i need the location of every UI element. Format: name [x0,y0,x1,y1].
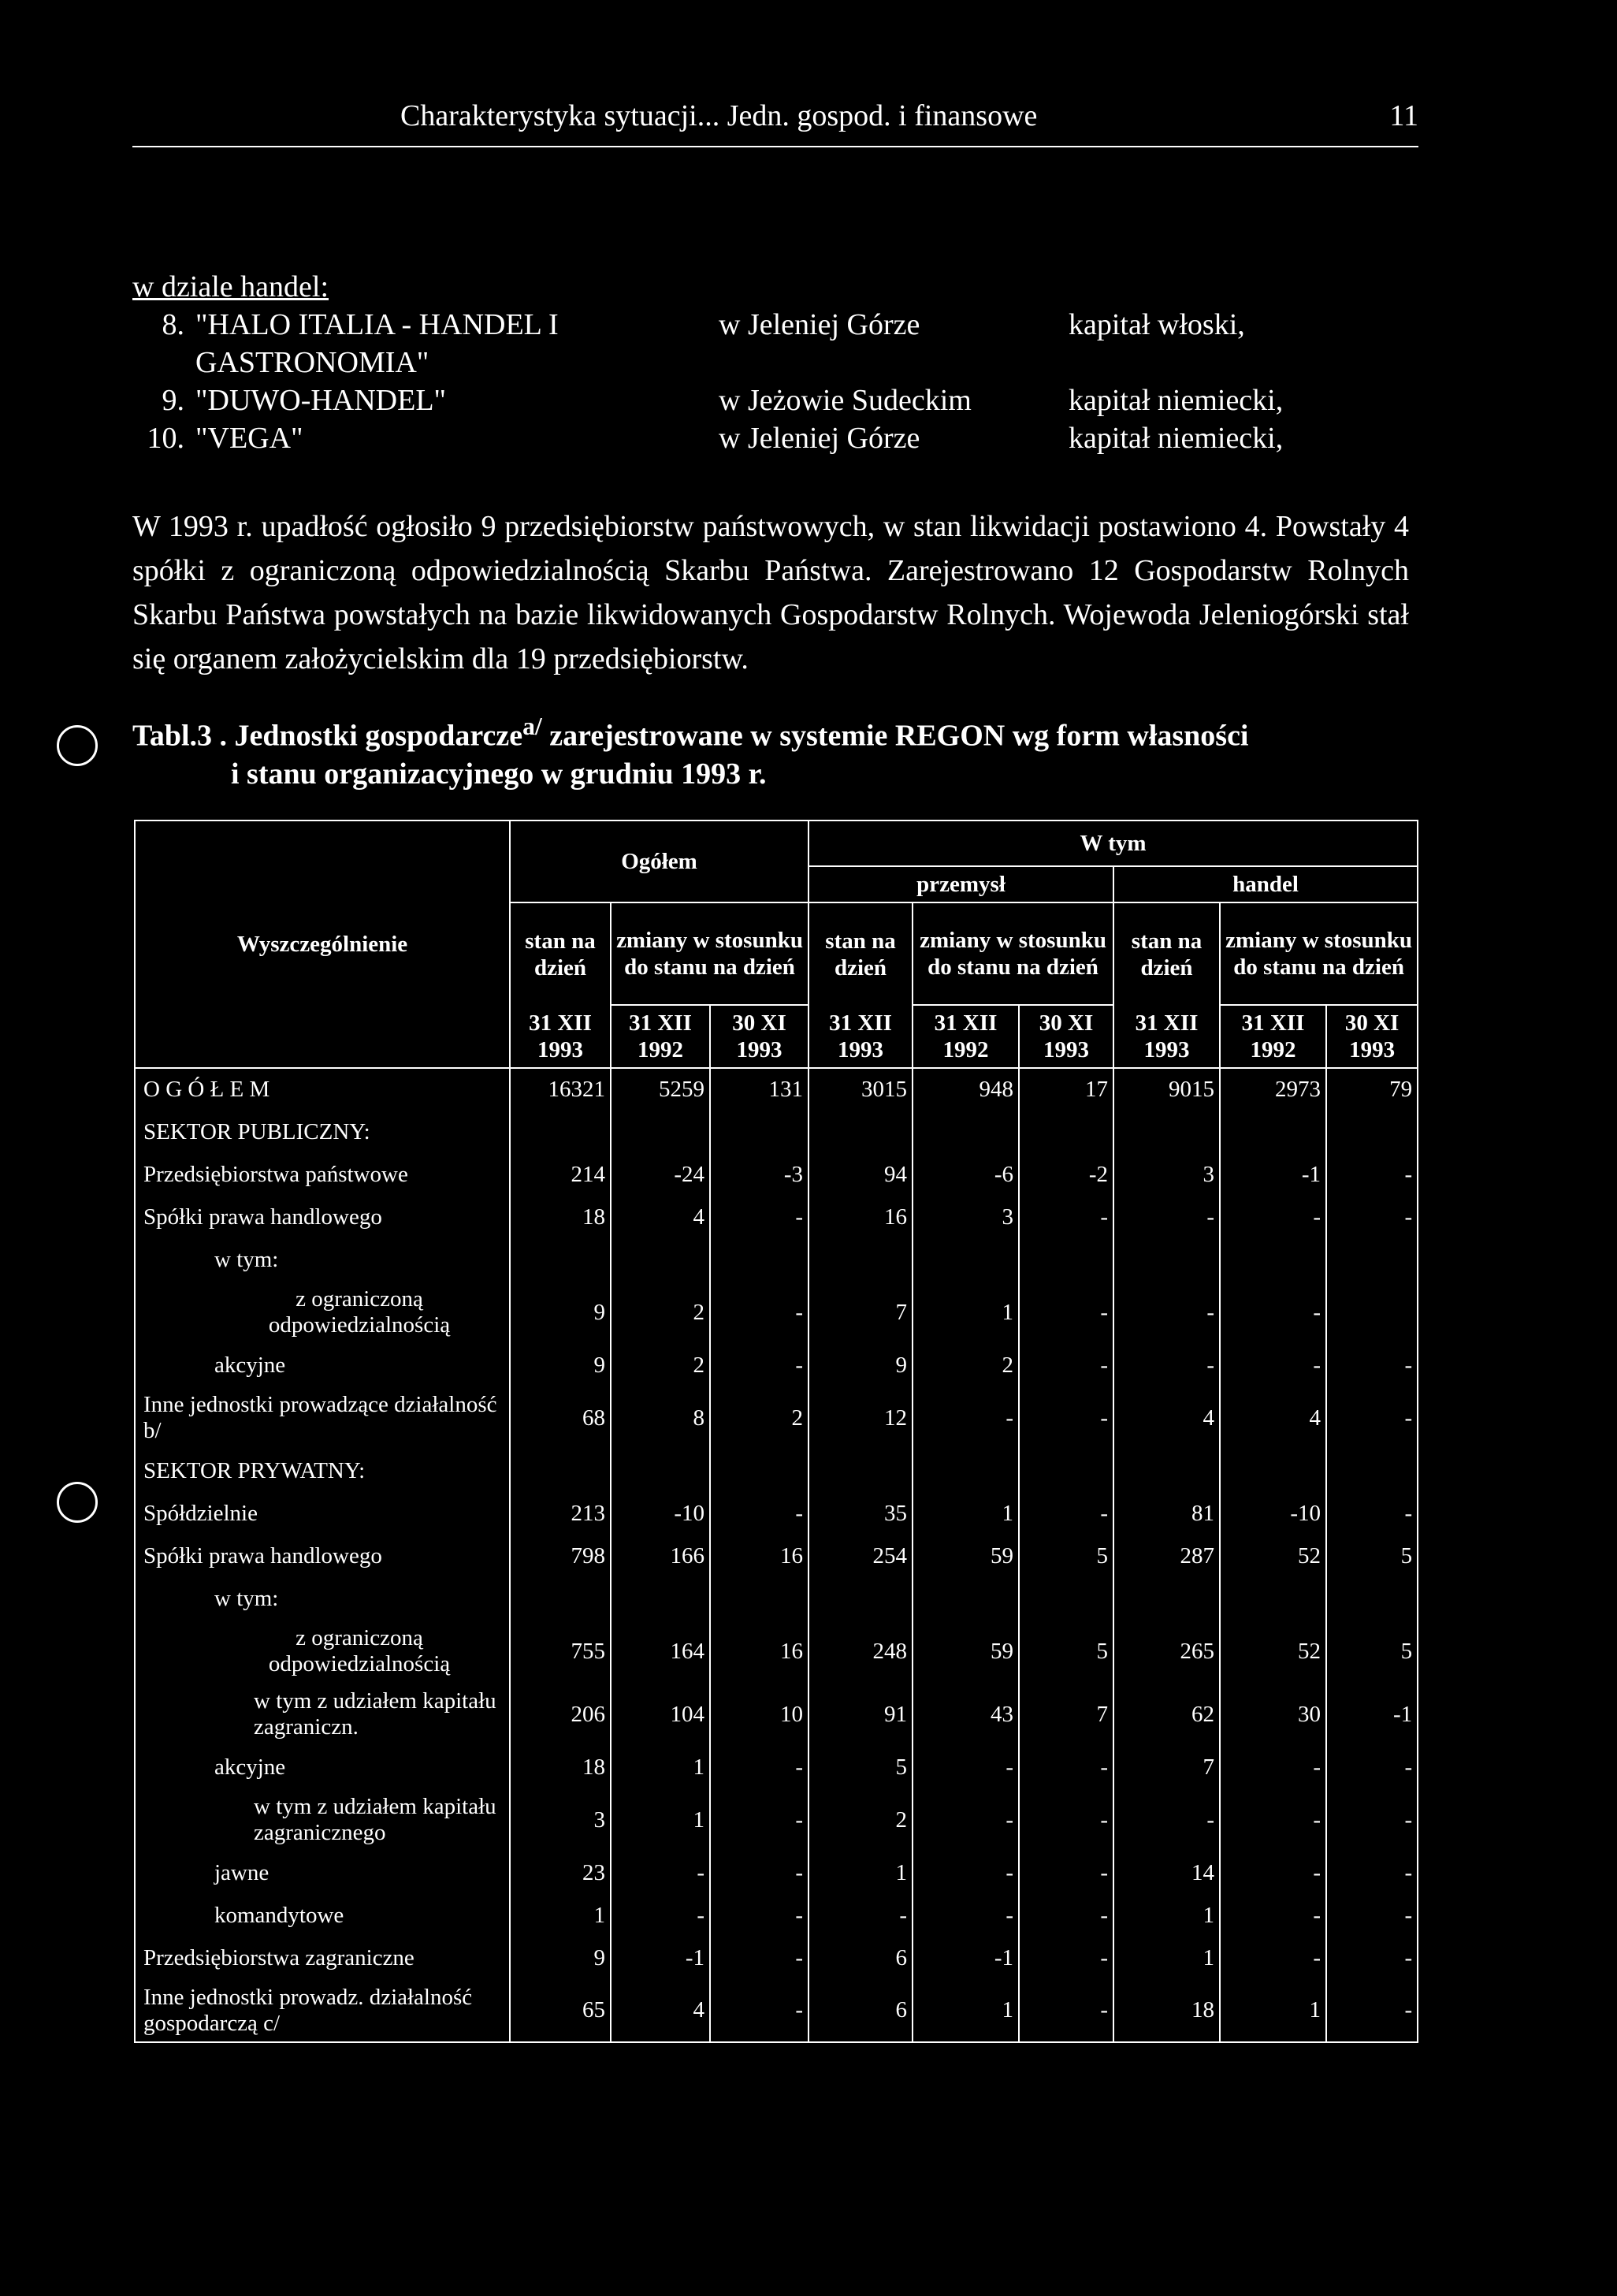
col-header-date: 31 XII 1992 [611,1005,710,1068]
table-cell [710,1238,808,1281]
table-cell: 6 [808,1937,913,1979]
table-cell: 9015 [1113,1068,1220,1111]
table-cell: 91 [808,1683,913,1746]
table-cell [611,1449,710,1492]
table-cell [1326,1449,1418,1492]
table-cell: - [1326,1386,1418,1449]
table-row [135,1746,1418,1788]
row-label: Przedsiębiorstwa zagraniczne [135,1937,510,1979]
table-cell [1019,1449,1113,1492]
table-row [135,1344,1418,1386]
table-cell: - [1326,1894,1418,1937]
table-cell [913,1449,1019,1492]
table-cell: - [808,1894,913,1937]
table-cell: - [1220,1851,1326,1894]
table-cell [913,1577,1019,1620]
table-cell: - [1326,1979,1418,2042]
firm-row [132,419,1409,457]
table-cell: - [710,1851,808,1894]
table-cell: 2 [611,1281,710,1344]
table-cell: - [1019,1281,1113,1344]
table-cell [808,1238,913,1281]
firm-location: w Jeżowie Sudeckim [719,384,972,417]
table-cell [913,1111,1019,1153]
table-cell: - [1019,1937,1113,1979]
table-cell: - [1019,1894,1113,1937]
table-cell: 9 [510,1281,611,1344]
table-cell: - [1220,1788,1326,1851]
table-cell: 1 [913,1281,1019,1344]
table-cell: -6 [913,1153,1019,1196]
table-cell: - [1019,1344,1113,1386]
table-cell: -1 [611,1937,710,1979]
table-cell [510,1111,611,1153]
table-row [135,1788,1418,1851]
table-cell: 35 [808,1492,913,1535]
page-number: 11 [1389,99,1418,132]
table-cell: 52 [1220,1535,1326,1577]
table-cell: - [1326,1492,1418,1535]
table-cell: 79 [1326,1068,1418,1111]
table-cell: 5 [1326,1620,1418,1683]
row-label: Inne jednostki prowadzące działalność b/ [135,1386,510,1449]
table-cell: 1 [510,1894,611,1937]
col-header-date: 30 XI 1993 [1019,1005,1113,1068]
table-cell: - [710,1344,808,1386]
row-label: w tym: [135,1577,510,1620]
firm-number: 8. [162,308,184,341]
row-label: z ograniczoną odpowiedzialnością [135,1620,510,1683]
row-label: Spółki prawa handlowego [135,1535,510,1577]
table-cell: - [1326,1196,1418,1238]
table-cell: - [1019,1979,1113,2042]
table-cell: 265 [1113,1620,1220,1683]
table-cell: - [1220,1281,1326,1344]
table-cell: 948 [913,1068,1019,1111]
table-cell: - [1326,1937,1418,1979]
firm-row [132,306,1409,381]
table-cell: - [1326,1746,1418,1788]
col-header-stan: stan na dzień [808,902,913,1005]
table-cell: 5 [1326,1535,1418,1577]
col-header-wtym: W tym [808,821,1418,866]
table-cell: 164 [611,1620,710,1683]
table-row [135,1449,1418,1492]
table-cell: - [710,1746,808,1788]
table-cell: -2 [1019,1153,1113,1196]
table-cell [1220,1238,1326,1281]
table-cell: -1 [1326,1683,1418,1746]
table-cell [510,1238,611,1281]
col-header-date: 30 XI 1993 [710,1005,808,1068]
table-cell: 1 [611,1746,710,1788]
table-row [135,1281,1418,1344]
table-row [135,1979,1418,2042]
table-cell: 6 [808,1979,913,2042]
table-cell: 17 [1019,1068,1113,1111]
table-cell: 1 [913,1979,1019,2042]
table-cell: 206 [510,1683,611,1746]
table-cell: - [1019,1196,1113,1238]
table-cell: - [913,1894,1019,1937]
row-label: komandytowe [135,1894,510,1937]
col-header-trade: handel [1113,866,1418,902]
table-cell [808,1577,913,1620]
table-cell [1113,1577,1220,1620]
table-cell: - [710,1894,808,1937]
firm-list [132,268,1409,457]
table-cell [808,1449,913,1492]
table-row [135,1386,1418,1449]
table-cell: - [1019,1492,1113,1535]
table-cell: 1 [1113,1894,1220,1937]
table-cell: - [710,1196,808,1238]
table-cell: 16321 [510,1068,611,1111]
table-cell: 287 [1113,1535,1220,1577]
table-cell: 94 [808,1153,913,1196]
table-cell: 16 [710,1620,808,1683]
table-cell: 755 [510,1620,611,1683]
table-cell [1326,1111,1418,1153]
table-cell [510,1577,611,1620]
table-cell: 23 [510,1851,611,1894]
table-cell: 3 [510,1788,611,1851]
table-cell [611,1111,710,1153]
table-cell: 18 [510,1746,611,1788]
table-cell: - [1220,1196,1326,1238]
table-cell: 59 [913,1620,1019,1683]
table-cell: 12 [808,1386,913,1449]
row-label: akcyjne [135,1746,510,1788]
firm-location: w Jeleniej Górze [719,308,920,341]
table-cell: - [1113,1344,1220,1386]
table-cell: - [1220,1894,1326,1937]
table-cell: 16 [710,1535,808,1577]
table-row [135,1851,1418,1894]
table-cell: 18 [1113,1979,1220,2042]
col-header-total: Ogółem [510,821,808,902]
table-cell: -1 [1220,1153,1326,1196]
col-header-stan: stan na dzień [510,902,611,1005]
table-row [135,1620,1418,1683]
table-cell [710,1111,808,1153]
table-cell: 4 [1113,1386,1220,1449]
table-cell: 214 [510,1153,611,1196]
table-row [135,1937,1418,1979]
table-cell: 9 [510,1344,611,1386]
table-cell: 1 [611,1788,710,1851]
table-cell: -1 [913,1937,1019,1979]
table-cell: - [611,1894,710,1937]
col-header-date: 31 XII 1993 [808,1005,913,1068]
table-cell [1220,1449,1326,1492]
table-row [135,1535,1418,1577]
table-cell: - [1220,1746,1326,1788]
table-cell [1220,1577,1326,1620]
table-cell: 5 [808,1746,913,1788]
table-cell: 1 [808,1851,913,1894]
table-cell: 5259 [611,1068,710,1111]
table-cell: - [1220,1937,1326,1979]
table-cell [1326,1577,1418,1620]
table-cell [808,1111,913,1153]
table-cell: 2 [611,1344,710,1386]
table-cell: 7 [1019,1683,1113,1746]
firm-number: 10. [147,422,184,455]
col-header-date: 31 XII 1992 [1220,1005,1326,1068]
row-label: Przedsiębiorstwa państwowe [135,1153,510,1196]
row-label: w tym z udziałem kapitału zagraniczn. [135,1683,510,1746]
firm-capital: kapitał niemiecki, [1069,384,1284,417]
table-cell: 81 [1113,1492,1220,1535]
table-cell [611,1577,710,1620]
row-label: SEKTOR PUBLICZNY: [135,1111,510,1153]
table-cell: 10 [710,1683,808,1746]
table-cell: - [611,1851,710,1894]
table-cell: - [710,1979,808,2042]
table-cell: 68 [510,1386,611,1449]
table-cell [710,1577,808,1620]
table-cell: - [1326,1851,1418,1894]
table-cell: 1 [913,1492,1019,1535]
table-cell: 7 [1113,1746,1220,1788]
table-row [135,1577,1418,1620]
table-cell: 3 [1113,1153,1220,1196]
table-cell: 104 [611,1683,710,1746]
table-title-line1-rest: zarejestrowane w systemie REGON wg form własności [541,719,1249,753]
table-cell: 4 [1220,1386,1326,1449]
table-cell [1113,1111,1220,1153]
row-label: akcyjne [135,1344,510,1386]
table-cell: 3 [913,1196,1019,1238]
summary-paragraph: W 1993 r. upadłość ogłosiło 9 przedsiębiorstw państwowych, w stan likwidacji postawiono 4. Powstały 4 spółki z ograniczoną odpowiedzialnością Skarbu Państwa. Zarejestrowano 12 Gospodarstw Rolnych Skarbu Państwa powstałych na bazie likwidowanych Gospodarstw Rolnych. Wojewoda Jeleniogórski stał się organem założycielskim dla 19 przedsiębiorstw. [132,510,1409,675]
col-header-date: 31 XII 1993 [510,1005,611,1068]
firm-name: "DUWO-HANDEL" [195,384,447,417]
col-header-changes: zmiany w stosunku do stanu na dzień [1220,902,1418,1005]
section-heading: w dziale handel: [132,270,329,303]
col-header-date: 31 XII 1992 [913,1005,1019,1068]
table-cell: 2 [913,1344,1019,1386]
table-row [135,1238,1418,1281]
table-cell: 3015 [808,1068,913,1111]
row-label: Inne jednostki prowadz. działalność gospodarczą c/ [135,1979,510,2042]
table-row [135,1068,1418,1111]
firm-location: w Jeleniej Górze [719,422,920,455]
table-cell [710,1449,808,1492]
table-cell: - [1113,1196,1220,1238]
table-row [135,1196,1418,1238]
firm-row [132,381,1409,419]
table-cell: 798 [510,1535,611,1577]
table-cell: 8 [611,1386,710,1449]
table-row [135,1111,1418,1153]
table-cell: 4 [611,1979,710,2042]
table-cell: 2 [710,1386,808,1449]
table-cell: 59 [913,1535,1019,1577]
table-cell: 7 [808,1281,913,1344]
table-cell: - [1220,1344,1326,1386]
table-cell [611,1238,710,1281]
table-cell: - [913,1386,1019,1449]
table-cell [1326,1281,1418,1344]
table-cell: - [1326,1344,1418,1386]
table-cell: - [913,1851,1019,1894]
table-cell: - [1326,1788,1418,1851]
table-title [132,708,1409,793]
table-row [135,1894,1418,1937]
table-cell: 131 [710,1068,808,1111]
table-cell: 248 [808,1620,913,1683]
table-cell: 16 [808,1196,913,1238]
col-header-changes: zmiany w stosunku do stanu na dzień [611,902,808,1005]
page-header [132,99,1418,147]
table-cell: -24 [611,1153,710,1196]
table-cell: 14 [1113,1851,1220,1894]
table-cell: - [710,1937,808,1979]
running-title: Charakterystyka sytuacji... Jedn. gospod. i finansowe [400,99,1038,132]
table-title-line1: Tabl.3 . Jednostki gospodarcze [132,719,523,753]
table-cell: - [1113,1788,1220,1851]
table-cell: 4 [611,1196,710,1238]
table-cell: - [1019,1788,1113,1851]
table-cell [1326,1238,1418,1281]
table-cell: - [1019,1746,1113,1788]
row-label: O G Ó Ł E M [135,1068,510,1111]
table-row [135,1492,1418,1535]
table-cell: - [710,1281,808,1344]
firm-number: 9. [162,384,184,417]
table-cell: - [710,1788,808,1851]
col-header-stan: stan na dzień [1113,902,1220,1005]
table-cell: -10 [1220,1492,1326,1535]
row-label: w tym: [135,1238,510,1281]
table-cell: 1 [1113,1937,1220,1979]
table-cell [1220,1111,1326,1153]
table-cell: - [913,1788,1019,1851]
table-cell: 62 [1113,1683,1220,1746]
table-cell: 18 [510,1196,611,1238]
table-cell: 213 [510,1492,611,1535]
table-cell: - [710,1492,808,1535]
footnote-a: a/ [522,713,542,740]
firm-capital: kapitał niemiecki, [1069,422,1284,455]
table-title-line2: i stanu organizacyjnego w grudniu 1993 r. [231,757,767,791]
table-cell: 2973 [1220,1068,1326,1111]
table-cell: 1 [1220,1979,1326,2042]
row-label: z ograniczoną odpowiedzialnością [135,1281,510,1344]
table-cell [510,1449,611,1492]
table-cell: 9 [510,1937,611,1979]
table-cell: - [1019,1386,1113,1449]
col-header-spec: Wyszczególnienie [135,821,510,1068]
data-table [134,820,1418,2043]
table-cell: 2 [808,1788,913,1851]
row-label: jawne [135,1851,510,1894]
table-cell: - [1113,1281,1220,1344]
table-cell: 65 [510,1979,611,2042]
table-cell [1019,1111,1113,1153]
table-cell: 43 [913,1683,1019,1746]
table-cell: 52 [1220,1620,1326,1683]
table-row [135,1683,1418,1746]
col-header-date: 30 XI 1993 [1326,1005,1418,1068]
table-cell [1019,1577,1113,1620]
table-cell: - [1326,1153,1418,1196]
margin-ink-mark [57,725,98,766]
table-cell: 9 [808,1344,913,1386]
table-cell: 5 [1019,1535,1113,1577]
table-cell: 30 [1220,1683,1326,1746]
row-label: SEKTOR PRYWATNY: [135,1449,510,1492]
col-header-date: 31 XII 1993 [1113,1005,1220,1068]
table-cell [1019,1238,1113,1281]
table-cell: 254 [808,1535,913,1577]
firm-capital: kapitał włoski, [1069,308,1245,341]
row-label: Spółdzielnie [135,1492,510,1535]
firm-name: "HALO ITALIA - HANDEL I GASTRONOMIA" [195,308,559,379]
table-cell: 5 [1019,1620,1113,1683]
col-header-changes: zmiany w stosunku do stanu na dzień [913,902,1113,1005]
table-cell: -3 [710,1153,808,1196]
table-cell: 166 [611,1535,710,1577]
table-cell: -10 [611,1492,710,1535]
table-row [135,1153,1418,1196]
table-cell [1113,1449,1220,1492]
row-label: Spółki prawa handlowego [135,1196,510,1238]
table-cell: - [1019,1851,1113,1894]
col-header-industry: przemysł [808,866,1113,902]
margin-ink-mark [57,1482,98,1523]
firm-name: "VEGA" [195,422,303,455]
row-label: w tym z udziałem kapitału zagranicznego [135,1788,510,1851]
table-cell [913,1238,1019,1281]
table-cell: - [913,1746,1019,1788]
table-cell [1113,1238,1220,1281]
